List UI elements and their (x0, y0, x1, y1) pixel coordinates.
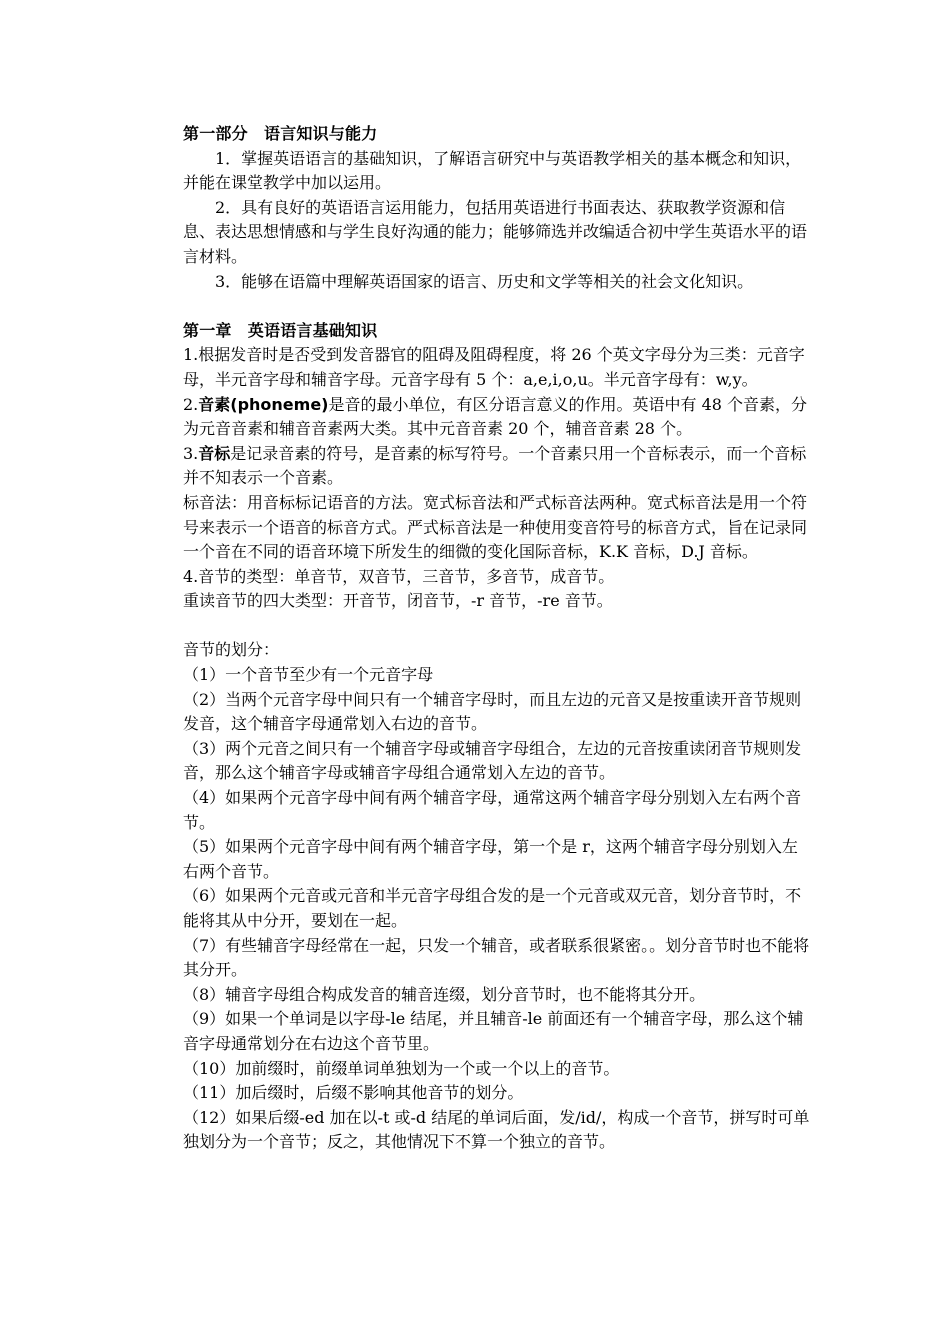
syllable-rule: （1）一个音节至少有一个元音字母 (183, 665, 434, 685)
syllable-rule: （11）加后缀时，后缀不影响其他音节的划分。 (183, 1083, 524, 1103)
chapter-paragraph-1: 1.根据发音时是否受到发音器官的阻碍及阻碍程度，将 26 个英文字母分为三类：元音字母，半元音字母和辅音字母。元音字母有 5 个：a,e,i,o,u。半元音字母有：w,y。 (183, 345, 805, 389)
syllable-rule: （12）如果后缀-ed 加在以-t 或-d 结尾的单词后面，发/id/，构成一个音节，拼写时可单独划分为一个音节；反之，其他情况下不算一个独立的音节。 (183, 1107, 810, 1152)
phoneme-term: 音素(phoneme) (198, 394, 329, 414)
p3-prefix: 3. (183, 443, 199, 463)
syllable-rule: （7）有些辅音字母经常在一起，只发一个辅音，或者联系很紧密。。划分音节时也不能将其分开。 (183, 935, 810, 980)
phonetic-symbol-term: 音标 (198, 443, 231, 463)
p2-prefix: 2. (183, 394, 199, 414)
chapter-paragraph-3 (183, 442, 813, 491)
document-page (183, 122, 813, 1155)
syllable-rule: （3）两个元音之间只有一个辅音字母或辅音字母组合，左边的元音按重读闭音节规则发音，那么这个辅音字母或辅音字母组合通常划入左边的音节。 (183, 738, 802, 783)
part-item-2: 2．具有良好的英语语言运用能力，包括用英语进行书面表达、获取教学资源和信息、表达思想情感和与学生良好沟通的能力；能够筛选并改编适合初中学生英语水平的语言材料。 (183, 197, 808, 266)
p2-text: 是音的最小单位，有区分语言意义的作用。英语中有 48 个音素，分为元音音素和辅音音素两大类。其中元音音素 20 个，辅音音素 28 个。 (183, 394, 808, 439)
chapter-paragraph-4: 标音法：用音标标记语音的方法。宽式标音法和严式标音法两种。宽式标音法是用一个符号来表示一个语音的标音方式。严式标音法是一种使用变音符号的标音方式，旨在记录同一个音在不同的语音环境下所发生的细微的变化国际音标，K.K 音标，D.J 音标。 (183, 492, 808, 562)
chapter-title: 第一章 英语语言基础知识 (183, 320, 378, 340)
syllable-rule: （5）如果两个元音字母中间有两个辅音字母，第一个是 r，这两个辅音字母分别划入左右两个音节。 (183, 837, 798, 881)
part-title: 第一部分 语言知识与能力 (183, 124, 378, 143)
syllable-rule: （2）当两个元音字母中间只有一个辅音字母时，而且左边的元音又是按重读开音节规则发音，这个辅音字母通常划入右边的音节。 (183, 689, 802, 734)
blank-line (183, 614, 813, 639)
syllable-rule: （8）辅音字母组合构成发音的辅音连缀，划分音节时，也不能将其分开。 (183, 984, 706, 1004)
chapter-paragraph-6: 重读音节的四大类型：开音节，闭音节，-r 音节，-re 音节。 (183, 591, 613, 611)
chapter-paragraph-2 (183, 393, 813, 442)
p3-text: 是记录音素的符号，是音素的标写符号。一个音素只用一个音标表示，而一个音标并不知表示一个音素。 (183, 443, 807, 488)
syllable-rule: （4）如果两个元音字母中间有两个辅音字母，通常这两个辅音字母分别划入左右两个音节。 (183, 788, 802, 832)
chapter-paragraph-5: 4.音节的类型：单音节，双音节，三音节，多音节，成音节。 (183, 566, 615, 586)
syllable-rule: （9）如果一个单词是以字母-le 结尾，并且辅音-le 前面还有一个辅音字母，那么这个辅音字母通常划分在右边这个音节里。 (183, 1009, 804, 1053)
part-item-3: 3．能够在语篇中理解英语国家的语言、历史和文学等相关的社会文化知识。 (215, 271, 754, 291)
syllable-title: 音节的划分： (183, 640, 280, 660)
blank-line (183, 294, 813, 319)
part-item-1: 1．掌握英语语言的基础知识，了解语言研究中与英语教学相关的基本概念和知识，并能在课堂教学中加以运用。 (183, 148, 802, 193)
syllable-rule: （10）加前缀时，前缀单词单独划为一个或一个以上的音节。 (183, 1058, 620, 1078)
syllable-rule: （6）如果两个元音或元音和半元音字母组合发的是一个元音或双元音，划分音节时，不能将其从中分开，要划在一起。 (183, 886, 802, 930)
